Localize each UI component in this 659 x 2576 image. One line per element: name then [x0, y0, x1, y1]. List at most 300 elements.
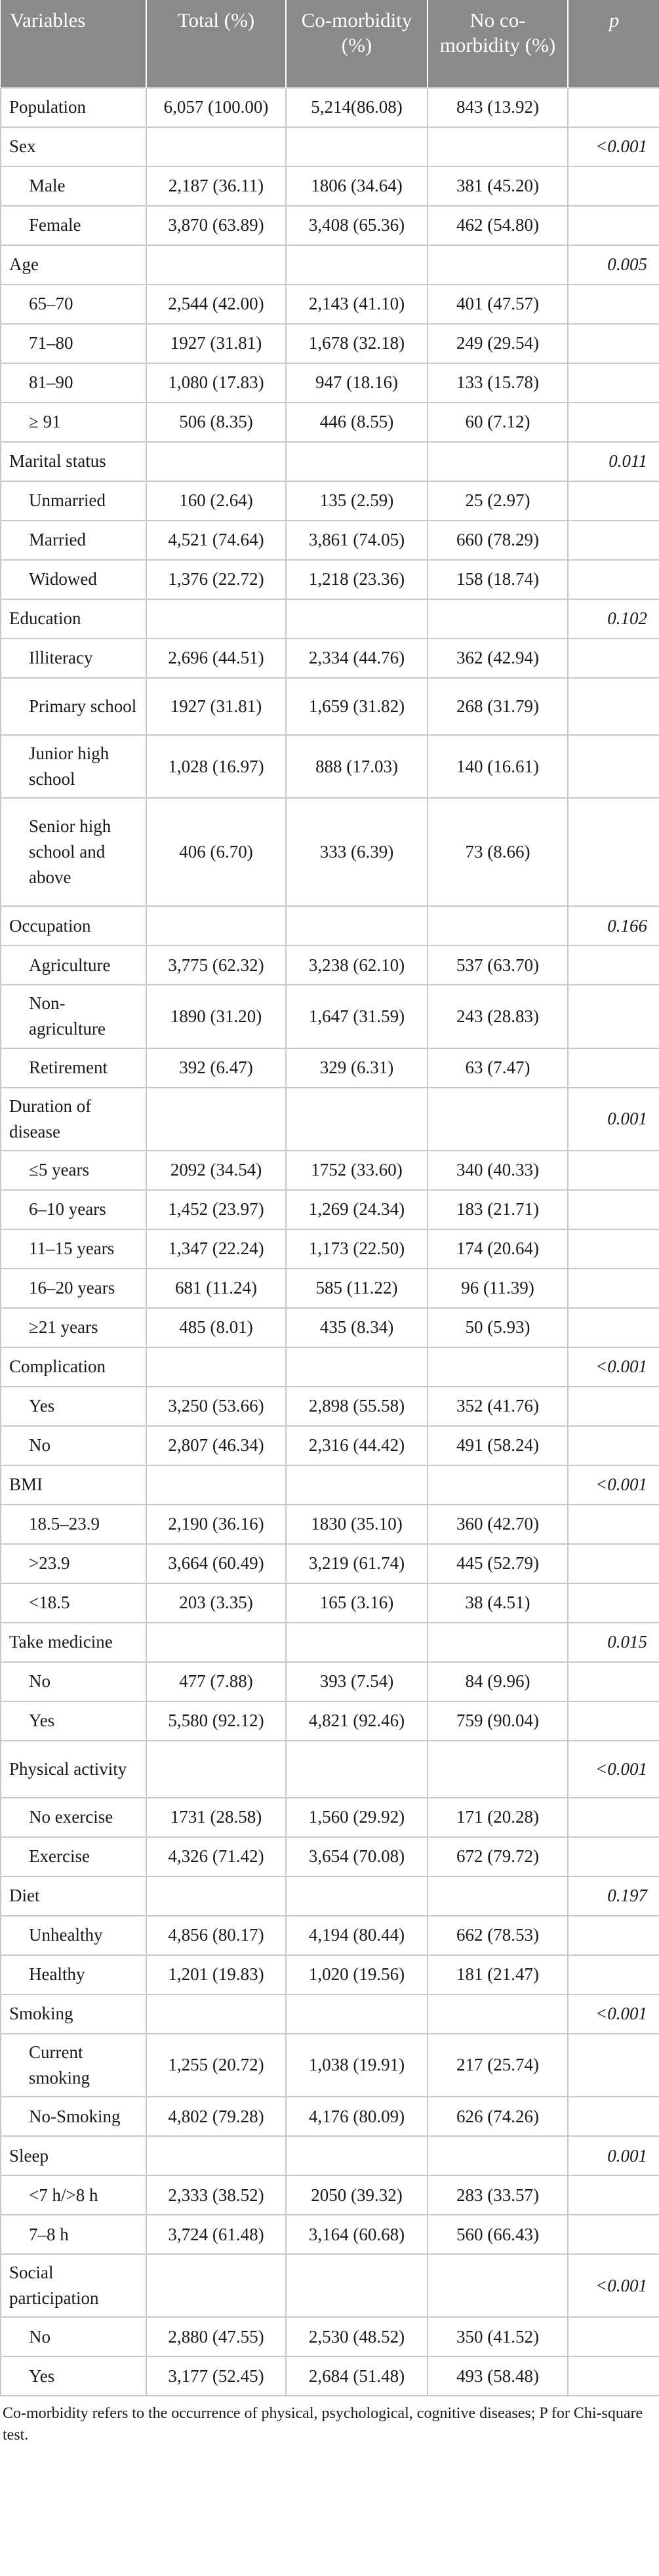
- row-label: Physical activity: [1, 1741, 146, 1798]
- comorbidity-cell: 3,238 (62.10): [286, 945, 428, 985]
- p-value-cell: 0.102: [568, 599, 659, 639]
- p-value-cell: [568, 1505, 659, 1544]
- no-comorbidity-cell: 401 (47.57): [428, 285, 568, 324]
- p-value-cell: [568, 1048, 659, 1088]
- row-label: Healthy: [1, 1955, 146, 1994]
- no-comorbidity-cell: [428, 1876, 568, 1916]
- no-comorbidity-cell: 350 (41.52): [428, 2317, 568, 2356]
- no-comorbidity-cell: 340 (40.33): [428, 1151, 568, 1190]
- no-comorbidity-cell: 445 (52.79): [428, 1544, 568, 1583]
- no-comorbidity-cell: 174 (20.64): [428, 1229, 568, 1269]
- total-cell: 506 (8.35): [146, 403, 286, 442]
- row-label: 11–15 years: [1, 1229, 146, 1269]
- table-row: [1, 1088, 659, 1151]
- total-cell: 5,580 (92.12): [146, 1701, 286, 1741]
- p-value-cell: <0.001: [568, 2254, 659, 2317]
- no-comorbidity-cell: [428, 1623, 568, 1662]
- row-label: Education: [1, 599, 146, 639]
- row-label: Primary school: [1, 678, 146, 735]
- row-label: >23.9: [1, 1544, 146, 1583]
- no-comorbidity-cell: 360 (42.70): [428, 1505, 568, 1544]
- no-comorbidity-cell: 60 (7.12): [428, 403, 568, 442]
- total-cell: 1,452 (23.97): [146, 1190, 286, 1229]
- comorbidity-cell: 1,020 (19.56): [286, 1955, 428, 1994]
- row-label: Unhealthy: [1, 1916, 146, 1955]
- no-comorbidity-cell: 493 (58.48): [428, 2356, 568, 2396]
- total-cell: 203 (3.35): [146, 1583, 286, 1623]
- table-row: [1, 285, 659, 324]
- no-comorbidity-cell: 662 (78.53): [428, 1916, 568, 1955]
- no-comorbidity-cell: [428, 2254, 568, 2317]
- no-comorbidity-cell: [428, 127, 568, 167]
- no-comorbidity-cell: 217 (25.74): [428, 2034, 568, 2097]
- total-cell: 485 (8.01): [146, 1308, 286, 1347]
- total-cell: [146, 127, 286, 167]
- p-value-cell: <0.001: [568, 1741, 659, 1798]
- comorbidity-cell: 1752 (33.60): [286, 1151, 428, 1190]
- table-row: [1, 1308, 659, 1347]
- total-cell: [146, 1876, 286, 1916]
- p-value-cell: [568, 798, 659, 906]
- comorbidity-cell: [286, 1347, 428, 1387]
- comorbidity-cell: [286, 1088, 428, 1151]
- table-row: [1, 2034, 659, 2097]
- table-row: [1, 1544, 659, 1583]
- p-value-cell: <0.001: [568, 1994, 659, 2034]
- header-row: [1, 0, 659, 88]
- row-label: 81–90: [1, 363, 146, 403]
- table-row: [1, 1426, 659, 1465]
- table-row: [1, 1701, 659, 1741]
- total-cell: 1,347 (22.24): [146, 1229, 286, 1269]
- no-comorbidity-cell: [428, 1994, 568, 2034]
- no-comorbidity-cell: 25 (2.97): [428, 481, 568, 521]
- p-value-cell: [568, 2317, 659, 2356]
- no-comorbidity-cell: 181 (21.47): [428, 1955, 568, 1994]
- comorbidity-cell: 1,269 (24.34): [286, 1190, 428, 1229]
- row-label: Female: [1, 206, 146, 245]
- table-row: [1, 560, 659, 599]
- table-row: [1, 1662, 659, 1701]
- no-comorbidity-cell: 362 (42.94): [428, 639, 568, 678]
- no-comorbidity-cell: 381 (45.20): [428, 167, 568, 206]
- comorbidity-cell: 4,194 (80.44): [286, 1916, 428, 1955]
- p-value-cell: [568, 1837, 659, 1876]
- comorbidity-cell: 585 (11.22): [286, 1269, 428, 1308]
- no-comorbidity-cell: [428, 1347, 568, 1387]
- table-row: [1, 945, 659, 985]
- table-row: [1, 1623, 659, 1662]
- total-cell: 406 (6.70): [146, 798, 286, 906]
- table-row: [1, 1347, 659, 1387]
- no-comorbidity-cell: [428, 1465, 568, 1505]
- p-value-cell: [568, 1151, 659, 1190]
- total-cell: [146, 599, 286, 639]
- header-total: Total (%): [146, 0, 286, 88]
- p-value-cell: [568, 324, 659, 363]
- row-label: 7–8 h: [1, 2215, 146, 2254]
- p-value-cell: [568, 206, 659, 245]
- row-label: 65–70: [1, 285, 146, 324]
- row-label: Agriculture: [1, 945, 146, 985]
- comorbidity-cell: [286, 2254, 428, 2317]
- no-comorbidity-cell: 462 (54.80): [428, 206, 568, 245]
- total-cell: 6,057 (100.00): [146, 88, 286, 127]
- table-row: [1, 88, 659, 127]
- row-label: Sleep: [1, 2136, 146, 2175]
- row-label: Married: [1, 521, 146, 560]
- comorbidity-cell: [286, 127, 428, 167]
- no-comorbidity-cell: 268 (31.79): [428, 678, 568, 735]
- row-label: No: [1, 2317, 146, 2356]
- comorbidity-cell: 135 (2.59): [286, 481, 428, 521]
- table-row: [1, 403, 659, 442]
- p-value-cell: <0.001: [568, 1465, 659, 1505]
- comorbidity-cell: 3,219 (61.74): [286, 1544, 428, 1583]
- table-row: [1, 1387, 659, 1426]
- total-cell: 1,028 (16.97): [146, 735, 286, 798]
- table-row: [1, 324, 659, 363]
- p-value-cell: 0.001: [568, 2136, 659, 2175]
- row-label: Age: [1, 245, 146, 285]
- table-row: [1, 481, 659, 521]
- no-comorbidity-cell: 38 (4.51): [428, 1583, 568, 1623]
- row-label: Widowed: [1, 560, 146, 599]
- table-row: [1, 678, 659, 735]
- comorbidity-cell: 1,218 (23.36): [286, 560, 428, 599]
- total-cell: [146, 1994, 286, 2034]
- header-variables: Variables: [1, 0, 146, 88]
- total-cell: [146, 245, 286, 285]
- comorbidity-cell: [286, 2136, 428, 2175]
- comorbidity-cell: 888 (17.03): [286, 735, 428, 798]
- table-row: [1, 2254, 659, 2317]
- no-comorbidity-cell: 140 (16.61): [428, 735, 568, 798]
- comorbidity-cell: [286, 1741, 428, 1798]
- total-cell: [146, 1088, 286, 1151]
- p-value-cell: [568, 403, 659, 442]
- no-comorbidity-cell: [428, 599, 568, 639]
- comorbidity-cell: 165 (3.16): [286, 1583, 428, 1623]
- row-label: Marital status: [1, 442, 146, 481]
- row-label: Unmarried: [1, 481, 146, 521]
- table-row: [1, 1465, 659, 1505]
- comorbidity-cell: [286, 1465, 428, 1505]
- p-value-cell: [568, 521, 659, 560]
- comorbidity-cell: 4,176 (80.09): [286, 2097, 428, 2136]
- row-label: Male: [1, 167, 146, 206]
- row-label: Take medicine: [1, 1623, 146, 1662]
- table-row: [1, 2097, 659, 2136]
- p-value-cell: [568, 363, 659, 403]
- no-comorbidity-cell: 84 (9.96): [428, 1662, 568, 1701]
- total-cell: 1927 (31.81): [146, 324, 286, 363]
- total-cell: 1,080 (17.83): [146, 363, 286, 403]
- total-cell: 2092 (34.54): [146, 1151, 286, 1190]
- comorbidity-cell: 3,861 (74.05): [286, 521, 428, 560]
- comorbidity-cell: 3,654 (70.08): [286, 1837, 428, 1876]
- comorbidity-cell: 1,659 (31.82): [286, 678, 428, 735]
- row-label: Current smoking: [1, 2034, 146, 2097]
- total-cell: 3,177 (52.45): [146, 2356, 286, 2396]
- comorbidity-cell: 1,647 (31.59): [286, 985, 428, 1048]
- comorbidity-cell: 1,173 (22.50): [286, 1229, 428, 1269]
- row-label: Yes: [1, 1701, 146, 1741]
- p-value-cell: [568, 1955, 659, 1994]
- no-comorbidity-cell: 50 (5.93): [428, 1308, 568, 1347]
- table-row: [1, 2136, 659, 2175]
- comorbidity-cell: [286, 599, 428, 639]
- comorbidity-cell: 446 (8.55): [286, 403, 428, 442]
- table-row: [1, 985, 659, 1048]
- row-label: No: [1, 1662, 146, 1701]
- comorbidity-cell: 2050 (39.32): [286, 2175, 428, 2215]
- header-comorbidity: Co-morbidity (%): [286, 0, 428, 88]
- table-body: [1, 88, 659, 2396]
- table-row: [1, 2175, 659, 2215]
- p-value-cell: [568, 1583, 659, 1623]
- row-label: Exercise: [1, 1837, 146, 1876]
- comorbidity-cell: [286, 906, 428, 945]
- total-cell: 392 (6.47): [146, 1048, 286, 1088]
- no-comorbidity-cell: 660 (78.29): [428, 521, 568, 560]
- row-label: Diet: [1, 1876, 146, 1916]
- row-label: Smoking: [1, 1994, 146, 2034]
- p-value-cell: 0.001: [568, 1088, 659, 1151]
- row-label: Complication: [1, 1347, 146, 1387]
- comorbidity-cell: 2,530 (48.52): [286, 2317, 428, 2356]
- table-row: [1, 442, 659, 481]
- table-row: [1, 1955, 659, 1994]
- no-comorbidity-cell: 133 (15.78): [428, 363, 568, 403]
- total-cell: 1,255 (20.72): [146, 2034, 286, 2097]
- total-cell: 1,376 (22.72): [146, 560, 286, 599]
- table-row: [1, 1229, 659, 1269]
- no-comorbidity-cell: 352 (41.76): [428, 1387, 568, 1426]
- table-footnote: Co-morbidity refers to the occurrence of physical, psychological, cognitive diseases; P for Chi-square test.: [3, 2405, 643, 2444]
- no-comorbidity-cell: 626 (74.26): [428, 2097, 568, 2136]
- comorbidity-cell: 1,560 (29.92): [286, 1798, 428, 1837]
- total-cell: 3,724 (61.48): [146, 2215, 286, 2254]
- total-cell: [146, 442, 286, 481]
- row-label: Senior high school and above: [1, 798, 146, 906]
- row-label: ≥ 91: [1, 403, 146, 442]
- comorbidity-cell: 3,164 (60.68): [286, 2215, 428, 2254]
- row-label: Occupation: [1, 906, 146, 945]
- comorbidity-cell: 333 (6.39): [286, 798, 428, 906]
- p-value-cell: <0.001: [568, 1347, 659, 1387]
- no-comorbidity-cell: 843 (13.92): [428, 88, 568, 127]
- row-label: 6–10 years: [1, 1190, 146, 1229]
- p-value-cell: [568, 2034, 659, 2097]
- comorbidity-cell: 5,214(86.08): [286, 88, 428, 127]
- table-row: [1, 599, 659, 639]
- total-cell: [146, 1741, 286, 1798]
- total-cell: 3,250 (53.66): [146, 1387, 286, 1426]
- comorbidity-cell: [286, 245, 428, 285]
- p-value-cell: [568, 285, 659, 324]
- header-p: p: [568, 0, 659, 88]
- no-comorbidity-cell: 183 (21.71): [428, 1190, 568, 1229]
- total-cell: 4,802 (79.28): [146, 2097, 286, 2136]
- no-comorbidity-cell: [428, 1088, 568, 1151]
- total-cell: 477 (7.88): [146, 1662, 286, 1701]
- comorbidity-cell: 3,408 (65.36): [286, 206, 428, 245]
- table-row: [1, 363, 659, 403]
- no-comorbidity-cell: 96 (11.39): [428, 1269, 568, 1308]
- comorbidity-cell: 2,143 (41.10): [286, 285, 428, 324]
- table-row: [1, 206, 659, 245]
- p-value-cell: 0.005: [568, 245, 659, 285]
- total-cell: [146, 1465, 286, 1505]
- no-comorbidity-cell: 171 (20.28): [428, 1798, 568, 1837]
- no-comorbidity-cell: 63 (7.47): [428, 1048, 568, 1088]
- comorbidity-cell: 393 (7.54): [286, 1662, 428, 1701]
- p-value-cell: [568, 2215, 659, 2254]
- no-comorbidity-cell: 158 (18.74): [428, 560, 568, 599]
- total-cell: 2,544 (42.00): [146, 285, 286, 324]
- comorbidity-cell: [286, 442, 428, 481]
- no-comorbidity-cell: 73 (8.66): [428, 798, 568, 906]
- comorbidity-cell: [286, 1623, 428, 1662]
- row-label: 16–20 years: [1, 1269, 146, 1308]
- p-value-cell: [568, 1662, 659, 1701]
- no-comorbidity-cell: 283 (33.57): [428, 2175, 568, 2215]
- total-cell: [146, 1623, 286, 1662]
- table-row: [1, 1048, 659, 1088]
- table-row: [1, 2356, 659, 2396]
- row-label: Illiteracy: [1, 639, 146, 678]
- total-cell: 2,333 (38.52): [146, 2175, 286, 2215]
- total-cell: 1731 (28.58): [146, 1798, 286, 1837]
- header-no-comorbidity: No co-morbidity (%): [428, 0, 568, 88]
- no-comorbidity-cell: 243 (28.83): [428, 985, 568, 1048]
- total-cell: 2,696 (44.51): [146, 639, 286, 678]
- table-row: [1, 1798, 659, 1837]
- row-label: Duration of disease: [1, 1088, 146, 1151]
- no-comorbidity-cell: [428, 442, 568, 481]
- table-row: [1, 2317, 659, 2356]
- no-comorbidity-cell: 560 (66.43): [428, 2215, 568, 2254]
- row-label: BMI: [1, 1465, 146, 1505]
- comorbidity-cell: 2,898 (55.58): [286, 1387, 428, 1426]
- row-label: Sex: [1, 127, 146, 167]
- no-comorbidity-cell: [428, 2136, 568, 2175]
- total-cell: [146, 1347, 286, 1387]
- row-label: <7 h/>8 h: [1, 2175, 146, 2215]
- total-cell: 3,664 (60.49): [146, 1544, 286, 1583]
- total-cell: [146, 2254, 286, 2317]
- total-cell: 4,326 (71.42): [146, 1837, 286, 1876]
- table-row: [1, 798, 659, 906]
- comorbidity-cell: 2,316 (44.42): [286, 1426, 428, 1465]
- p-value-cell: [568, 1544, 659, 1583]
- total-cell: 1,201 (19.83): [146, 1955, 286, 1994]
- total-cell: [146, 2136, 286, 2175]
- total-cell: 681 (11.24): [146, 1269, 286, 1308]
- p-value-cell: [568, 2097, 659, 2136]
- comorbidity-cell: [286, 1994, 428, 2034]
- comorbidity-cell: 4,821 (92.46): [286, 1701, 428, 1741]
- comorbidity-cell: 1830 (35.10): [286, 1505, 428, 1544]
- p-value-cell: [568, 2356, 659, 2396]
- p-value-cell: [568, 2175, 659, 2215]
- p-value-cell: [568, 167, 659, 206]
- table-row: [1, 2215, 659, 2254]
- table-row: [1, 1837, 659, 1876]
- table-row: [1, 1505, 659, 1544]
- no-comorbidity-cell: 249 (29.54): [428, 324, 568, 363]
- comorbidity-cell: 435 (8.34): [286, 1308, 428, 1347]
- row-label: Retirement: [1, 1048, 146, 1088]
- table-row: [1, 1269, 659, 1308]
- row-label: Junior high school: [1, 735, 146, 798]
- p-value-cell: [568, 1426, 659, 1465]
- comorbidity-cell: 2,334 (44.76): [286, 639, 428, 678]
- p-value-cell: [568, 945, 659, 985]
- no-comorbidity-cell: [428, 245, 568, 285]
- table-row: [1, 1151, 659, 1190]
- table-row: [1, 127, 659, 167]
- p-value-cell: [568, 1701, 659, 1741]
- table-row: [1, 1916, 659, 1955]
- no-comorbidity-cell: [428, 906, 568, 945]
- comorbidity-cell: 1806 (34.64): [286, 167, 428, 206]
- p-value-cell: [568, 1916, 659, 1955]
- p-value-cell: 0.011: [568, 442, 659, 481]
- comorbidity-cell: [286, 1876, 428, 1916]
- p-value-cell: [568, 1798, 659, 1837]
- p-value-cell: <0.001: [568, 127, 659, 167]
- p-value-cell: [568, 1269, 659, 1308]
- table-row: [1, 1583, 659, 1623]
- total-cell: 2,187 (36.11): [146, 167, 286, 206]
- p-value-cell: [568, 1190, 659, 1229]
- p-value-cell: [568, 560, 659, 599]
- no-comorbidity-cell: 672 (79.72): [428, 1837, 568, 1876]
- table-row: [1, 639, 659, 678]
- total-cell: 1927 (31.81): [146, 678, 286, 735]
- p-value-cell: [568, 88, 659, 127]
- p-value-cell: [568, 1229, 659, 1269]
- row-label: 71–80: [1, 324, 146, 363]
- total-cell: 3,870 (63.89): [146, 206, 286, 245]
- total-cell: 2,880 (47.55): [146, 2317, 286, 2356]
- p-value-cell: 0.166: [568, 906, 659, 945]
- p-value-cell: 0.197: [568, 1876, 659, 1916]
- p-value-cell: [568, 985, 659, 1048]
- row-label: No-Smoking: [1, 2097, 146, 2136]
- row-label: Yes: [1, 2356, 146, 2396]
- p-value-cell: [568, 1387, 659, 1426]
- total-cell: 160 (2.64): [146, 481, 286, 521]
- comorbidity-cell: 947 (18.16): [286, 363, 428, 403]
- no-comorbidity-cell: 491 (58.24): [428, 1426, 568, 1465]
- row-label: ≤5 years: [1, 1151, 146, 1190]
- row-label: Non-agriculture: [1, 985, 146, 1048]
- table-row: [1, 735, 659, 798]
- p-value-cell: [568, 1308, 659, 1347]
- total-cell: 2,190 (36.16): [146, 1505, 286, 1544]
- total-cell: 4,856 (80.17): [146, 1916, 286, 1955]
- table-row: [1, 1741, 659, 1798]
- table-row: [1, 167, 659, 206]
- total-cell: 4,521 (74.64): [146, 521, 286, 560]
- table-row: [1, 1994, 659, 2034]
- p-value-cell: [568, 639, 659, 678]
- row-label: Social participation: [1, 2254, 146, 2317]
- p-value-cell: [568, 735, 659, 798]
